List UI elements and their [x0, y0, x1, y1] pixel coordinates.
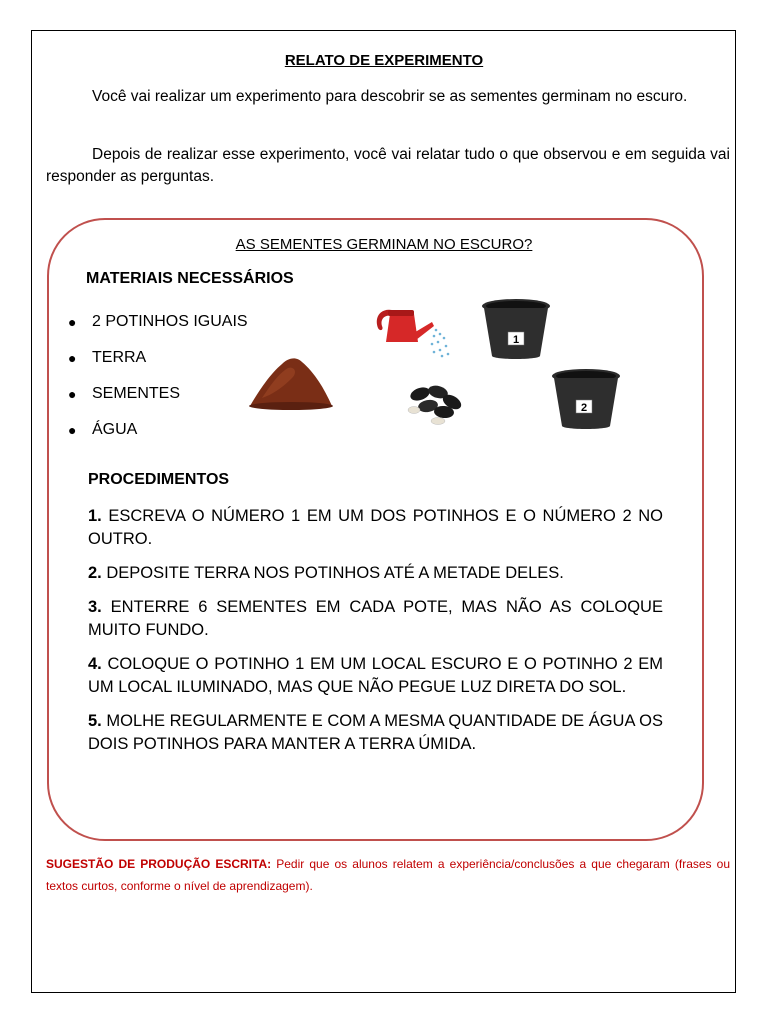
step-text: MOLHE REGULARMENTE E COM A MESMA QUANTIDADE DE ÁGUA OS DOIS POTINHOS PARA MANTER A TERRA ÚMIDA. — [88, 712, 663, 753]
step-text: COLOQUE O POTINHO 1 EM UM LOCAL ESCURO E O POTINHO 2 EM UM LOCAL ILUMINADO, MAS QUE NÃO PEGUE LUZ DIRETA DO SOL. — [88, 655, 663, 696]
material-label: SEMENTES — [92, 385, 181, 402]
suggestion-label: SUGESTÃO DE PRODUÇÃO ESCRITA: — [46, 857, 272, 871]
materials-list — [68, 304, 248, 448]
list-item: ● SEMENTES — [68, 385, 181, 402]
list-item: ● ÁGUA — [68, 421, 138, 438]
pot-1-image — [480, 298, 552, 362]
step-number: 5. — [88, 712, 102, 730]
step-text: DEPOSITE TERRA NOS POTINHOS ATÉ A METADE DELES. — [106, 564, 564, 582]
procedure-step — [88, 653, 663, 699]
procedure-step — [88, 596, 663, 642]
procedure-step — [88, 710, 663, 756]
step-number: 2. — [88, 564, 102, 582]
writing-suggestion — [46, 853, 730, 897]
procedure-step — [88, 562, 663, 585]
procedure-step — [88, 505, 663, 551]
experiment-question: AS SEMENTES GERMINAM NO ESCURO? — [235, 236, 533, 253]
materials-heading: MATERIAIS NECESSÁRIOS — [86, 270, 294, 287]
list-item: ● TERRA — [68, 349, 147, 366]
intro-paragraph-2: Depois de realizar esse experimento, você vai relatar tudo o que observou e em seguida vai responder as perguntas. — [46, 146, 730, 185]
procedures-heading: PROCEDIMENTOS — [88, 471, 230, 488]
step-number: 1. — [88, 507, 102, 525]
pot-2-image — [550, 368, 622, 432]
soil-pile-image — [248, 352, 334, 410]
step-number: 3. — [88, 598, 102, 616]
suggestion-text: Pedir que os alunos relatem a experiência/conclusões a que chegaram (frases ou textos curtos, conforme o nível de aprendizagem). — [46, 857, 730, 893]
watering-can-image — [372, 300, 456, 358]
page-title: RELATO DE EXPERIMENTO — [284, 52, 484, 69]
pot-1-label: 1 — [512, 334, 520, 346]
material-label: ÁGUA — [92, 421, 138, 438]
seeds-image — [404, 384, 466, 426]
step-text: ENTERRE 6 SEMENTES EM CADA POTE, MAS NÃO AS COLOQUE MUITO FUNDO. — [88, 598, 663, 639]
pot-2-label: 2 — [580, 402, 588, 414]
step-number: 4. — [88, 655, 102, 673]
material-label: TERRA — [92, 349, 147, 366]
procedures-list — [88, 505, 663, 767]
material-label: 2 POTINHOS IGUAIS — [92, 313, 248, 330]
intro-paragraph-1: Você vai realizar um experimento para descobrir se as sementes germinam no escuro. — [92, 88, 688, 105]
step-text: ESCREVA O NÚMERO 1 EM UM DOS POTINHOS E O NÚMERO 2 NO OUTRO. — [88, 507, 664, 548]
list-item: ● 2 POTINHOS IGUAIS — [68, 313, 248, 330]
